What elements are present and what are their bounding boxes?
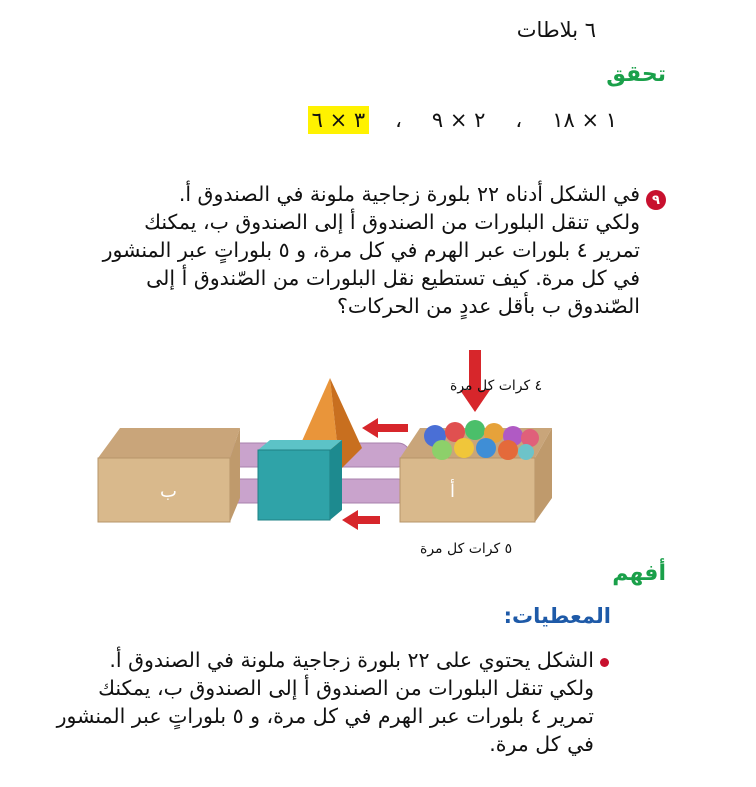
problem-line: في كل مرة. كيف تستطيع نقل البلورات من الصّندوق أ إلى — [146, 266, 640, 290]
problem-line: ولكي تنقل البلورات من الصندوق أ إلى الصندوق ب، يمكنك — [144, 210, 640, 234]
problem-number-badge: ٩ — [646, 190, 666, 210]
separator: ، — [515, 108, 523, 132]
givens-line: تمرير ٤ بلورات عبر الهرم في كل مرة، و ٥ بلوراتٍ عبر المنشور — [56, 704, 594, 728]
bullet-icon — [600, 658, 609, 667]
tiles-line: ٦ بلاطات — [516, 18, 596, 42]
problem-line: في الشكل أدناه ٢٢ بلورة زجاجية ملونة في الصندوق أ. — [178, 182, 640, 206]
problem-line: تمرير ٤ بلورات عبر الهرم في كل مرة، و ٥ بلوراتٍ عبر المنشور — [102, 238, 640, 262]
box-b-label: ب — [160, 481, 177, 502]
givens-heading: المعطيات: — [503, 604, 611, 628]
top-left-arrow — [362, 418, 408, 438]
glass-balls — [424, 420, 539, 460]
product-2: ٢ × ٩ — [431, 108, 486, 132]
box-b — [98, 428, 240, 522]
problem-line: الصّندوق ب بأقل عددٍ من الحركات؟ — [336, 294, 640, 318]
givens-text — [34, 646, 594, 758]
prism — [258, 440, 342, 520]
box-a-label: أ — [450, 481, 456, 502]
understand-heading: أفهم — [612, 561, 666, 586]
givens-line: في كل مرة. — [489, 732, 594, 756]
product-1: ١ × ١٨ — [552, 108, 617, 132]
bottom-label: ٥ كرات كل مرة — [420, 541, 513, 557]
top-label: ٤ كرات كل مرة — [450, 378, 543, 394]
problem-text — [70, 180, 640, 320]
givens-line: ولكي تنقل البلورات من الصندوق أ إلى الصندوق ب، يمكنك — [98, 676, 594, 700]
bottom-left-arrow — [342, 510, 380, 530]
boxes-figure — [90, 340, 560, 565]
separator: ، — [395, 108, 402, 132]
product-3-highlighted: ٣ × ٦ — [308, 106, 370, 134]
factor-products — [308, 106, 621, 134]
check-heading: تحقق — [606, 62, 666, 87]
givens-line: الشكل يحتوي على ٢٢ بلورة زجاجية ملونة في الصندوق أ. — [109, 648, 594, 672]
